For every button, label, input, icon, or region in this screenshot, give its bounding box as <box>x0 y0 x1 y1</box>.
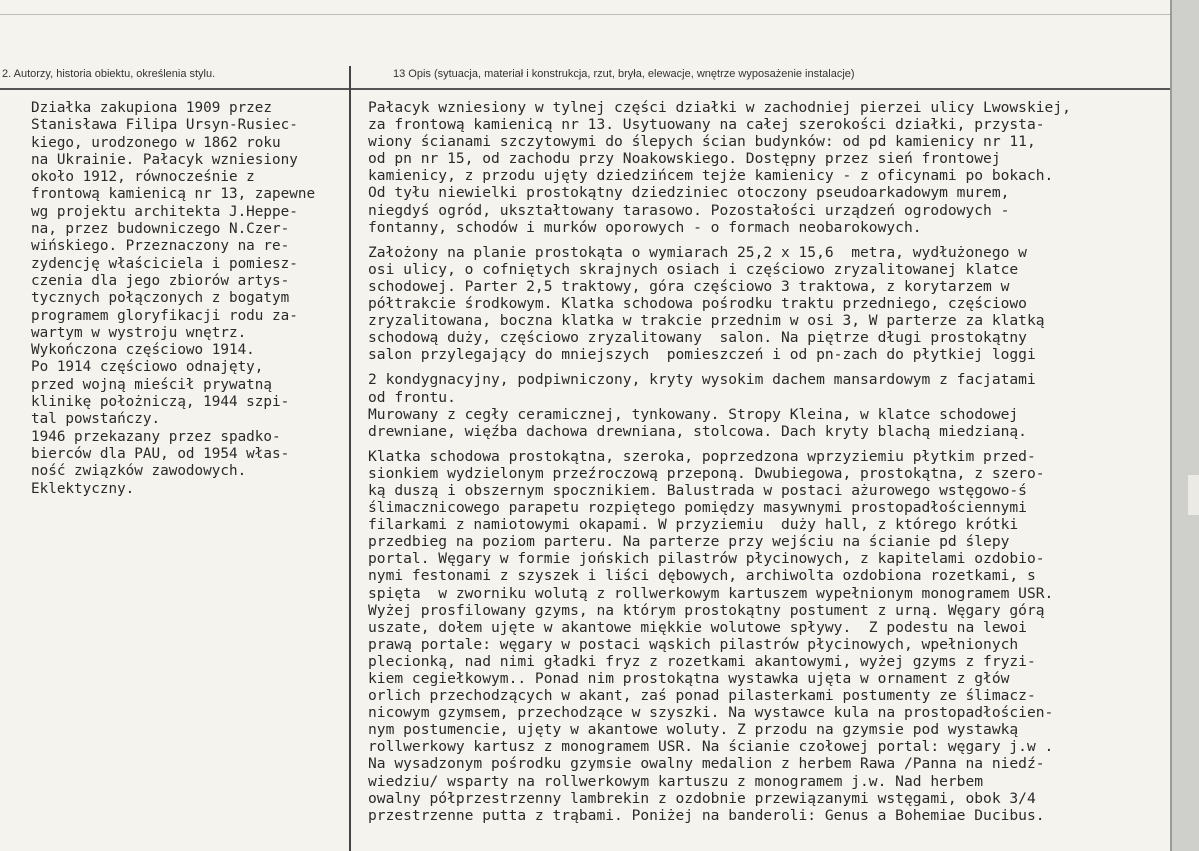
header-right-label: 13 Opis (sytuacja, materiał i konstrukcja, rzut, bryła, elewacje, wnętrze wyposażenie instalacje) <box>393 68 855 80</box>
right-text-line: półtrakcie środkowym. Klatka schodowa pośrodku traktu przedniego, częściowo <box>368 295 1027 313</box>
right-text-line: za frontową kamienicą nr 13. Usytuowany na całej szerokości działki, przysta- <box>368 116 1045 134</box>
right-text-line: Na wysadzonym pośrodku gzymsie owalny medalion z herbem Rawa /Panna na niedź- <box>368 755 1045 773</box>
header-left-label: 2. Autorzy, historia obiektu, określenia stylu. <box>2 68 216 80</box>
right-text-line: kamienicy, z przodu ujęty dziedzińcem tejże kamienicy - z oficynami po bokach. <box>368 167 1054 185</box>
right-text-line: przedbieg na poziom parteru. Na parterze przy wejściu na ścianie pd ślepy <box>368 533 1010 551</box>
left-column-text <box>31 100 315 498</box>
left-text-line: około 1912, równocześnie z <box>31 169 255 186</box>
description-paragraph <box>368 448 1071 824</box>
right-text-line: schodowej. Parter 2,5 traktowy, góra częściowo 3 traktowa, z korytarzem w <box>368 277 1010 295</box>
right-text-line: niegdyś ogród, ukształtowany tarasowo. Pozostałości urządzeń ogrodowych - <box>368 201 1010 219</box>
right-column-text <box>368 99 1071 824</box>
left-text-line: programem gloryfikacji rodu za- <box>31 307 298 324</box>
left-text-line: tal powstańczy. <box>31 411 161 428</box>
description-paragraph <box>368 371 1071 439</box>
left-text-line: wg projektu architekta J.Heppe- <box>31 203 298 220</box>
right-text-line: od pn nr 15, od zachodu przy Noakowskiego. Dostępny przez sień frontowej <box>368 150 1001 168</box>
right-text-line: plecionką, nad nimi gładki fryz z rozetkami akantowymi, wyżej gzyms z fryzi- <box>368 652 1036 670</box>
right-text-line: wiony ścianami szczytowymi do ślepych ścian budynków: od pd kamienicy nr 11, <box>368 133 1036 151</box>
right-text-line: Wyżej prosfilowany gzyms, na którym prostokątny postument z urną. Węgary górą <box>368 601 1045 619</box>
left-text-line: Stanisława Filipa Ursyn-Rusiec- <box>31 117 298 134</box>
right-text-line: kiem cegiełkowym.. Ponad nim prostokątna wystawka ujęta w ornament z głów <box>368 670 1010 687</box>
left-text-line: na, przez budowniczego N.Czer- <box>31 221 290 238</box>
right-text-line: salon przylegający do mniejszych pomieszczeń i od pn-zach do płytkiej loggi <box>368 346 1036 364</box>
right-text-line: schodową duży, częściowo zryzalitowany salon. Na piętrze długi prostokątny <box>368 329 1027 347</box>
page-edge-shadow <box>1170 0 1199 851</box>
left-text-line: ność związków zawodowych. <box>31 463 247 480</box>
column-divider <box>349 66 351 851</box>
right-text-line: Klatka schodowa prostokątna, szeroka, poprzedzona wprzyziemiu płytkim przed- <box>368 447 1036 465</box>
right-text-line: nym postumencie, ujęty w akantowe woluty. Z przodu na gzymsie pod wystawką <box>368 721 1019 739</box>
left-text-line: Działka zakupiona 1909 przez <box>31 100 273 116</box>
right-text-line: 2 kondygnacyjny, podpiwniczony, kryty wysokim dachem mansardowym z facjatami <box>368 371 1036 389</box>
left-text-line: czenia dla jego zbiorów artys- <box>31 272 290 289</box>
left-text-line: tycznych połączonych z bogatym <box>31 290 290 307</box>
right-text-line: wiedziu/ wsparty na rollwerkowym kartuszu z monogramem j.w. Nad herbem <box>368 772 984 790</box>
top-rule <box>0 14 1170 15</box>
paragraph-gap <box>368 440 1071 448</box>
right-text-line: Założony na planie prostokąta o wymiarach 25,2 x 15,6 metra, wydłużonego w <box>368 243 1027 261</box>
right-text-line: ką duszą i obszernym spocznikiem. Balustrada w postaci ażurowego wstęgowo-ś <box>368 481 1027 499</box>
right-text-line: orlich przechodzących w akant, zaś ponad pilasterkami postumenty ze ślimacz- <box>368 687 1036 705</box>
left-text-line: klinikę położniczą, 1944 szpi- <box>31 394 290 411</box>
description-paragraph <box>368 244 1071 364</box>
header-rule <box>0 88 1170 90</box>
description-paragraph <box>368 99 1071 236</box>
right-text-line: osi ulicy, o cofniętych skrajnych osiach i częściowo zryzalitowanej klatce <box>368 260 1019 278</box>
right-text-line: nicowym gzymsem, przechodzące w szyszki. Na wystawce kula na prostopadłościen- <box>368 704 1054 722</box>
paragraph-gap <box>368 236 1071 244</box>
right-text-line: prawą portale: węgary w postaci wąskich pilastrów płycinowych, wpełnionych <box>368 635 1019 653</box>
right-text-line: zryzalitowana, boczna klatka w trakcie przednim w osi 3, W parterze za klatką <box>368 312 1045 330</box>
right-text-line: drewniane, więźba dachowa drewniana, stolcowa. Dach kryty blachą miedzianą. <box>368 422 1027 440</box>
right-text-line: Murowany z cegły ceramicznej, tynkowany. Stropy Kleina, w klatce schodowej <box>368 405 1019 423</box>
page-edge-tab <box>1188 475 1199 515</box>
right-text-line: Od tyłu niewielki prostokątny dziedziniec otoczony pseudoarkadowym murem, <box>368 184 1010 202</box>
left-text-line: frontową kamienicą nr 13, zapewne <box>31 186 316 203</box>
right-text-line: filarkami z namiotowymi okapami. W przyziemiu duży hall, z którego krótki <box>368 516 1019 534</box>
right-text-line: uszate, dołem ujęte w akantowe miękkie wolutowe spływy. Z podestu na lewoi <box>368 618 1027 636</box>
left-text-line: 1946 przekazany przez spadko- <box>31 428 281 445</box>
right-text-line: przestrzenne putta z trąbami. Poniżej na banderoli: Genus a Bohemiae Ducibus. <box>368 806 1045 824</box>
left-text-line: Eklektyczny. <box>31 480 135 497</box>
right-text-line: rollwerkowy kartusz z monogramem USR. Na ścianie czołowej portal: węgary j.w . <box>368 738 1054 756</box>
left-text-line: przed wojną mieścił prywatną <box>31 376 273 393</box>
right-text-line: sionkiem wydzielonym przeźroczową przeponą. Dwubiegowa, prostokątna, z szero- <box>368 464 1045 482</box>
right-text-line: fontanny, schodów i murków oporowych - o formach neobarokowych. <box>368 218 922 236</box>
right-text-line: portal. Węgary w formie jońskich pilastrów płycinowych, z kapitelami ozdobio- <box>368 550 1045 568</box>
left-text-line: na Ukrainie. Pałacyk wzniesiony <box>31 151 298 168</box>
left-text-line: wińskiego. Przeznaczony na re- <box>31 238 290 255</box>
left-text-line: Wykończona częściowo 1914. <box>31 342 255 359</box>
left-text-line: kiego, urodzonego w 1862 roku <box>31 134 281 151</box>
left-text-line: wartym w wystroju wnętrz. <box>31 324 247 341</box>
right-text-line: Pałacyk wzniesiony w tylnej części działki w zachodniej pierzei ulicy Lwowskiej, <box>368 99 1071 116</box>
left-text-line: bierców dla PAU, od 1954 włas- <box>31 445 290 462</box>
left-text-line: Po 1914 częściowo odnajęty, <box>31 359 264 376</box>
right-text-line: od frontu. <box>368 388 456 406</box>
right-text-line: spięta w zworniku wolutą z rollwerkowym kartuszem wypełnionym monogramem USR. <box>368 584 1054 602</box>
right-text-line: ślimacznicowego parapetu rozpiętego pomiędzy masywnymi prostopadłościennymi <box>368 499 1027 517</box>
left-text-line: zydencję właściciela i pomiesz- <box>31 255 298 272</box>
right-text-line: nymi festonami z szyszek i liści dębowych, archiwolta ozdobiona rozetkami, s <box>368 567 1036 585</box>
right-text-line: owalny półprzestrzenny lambrekin z ozdobnie przewiązanymi wstęgami, obok 3/4 <box>368 789 1036 807</box>
paragraph-gap <box>368 363 1071 371</box>
